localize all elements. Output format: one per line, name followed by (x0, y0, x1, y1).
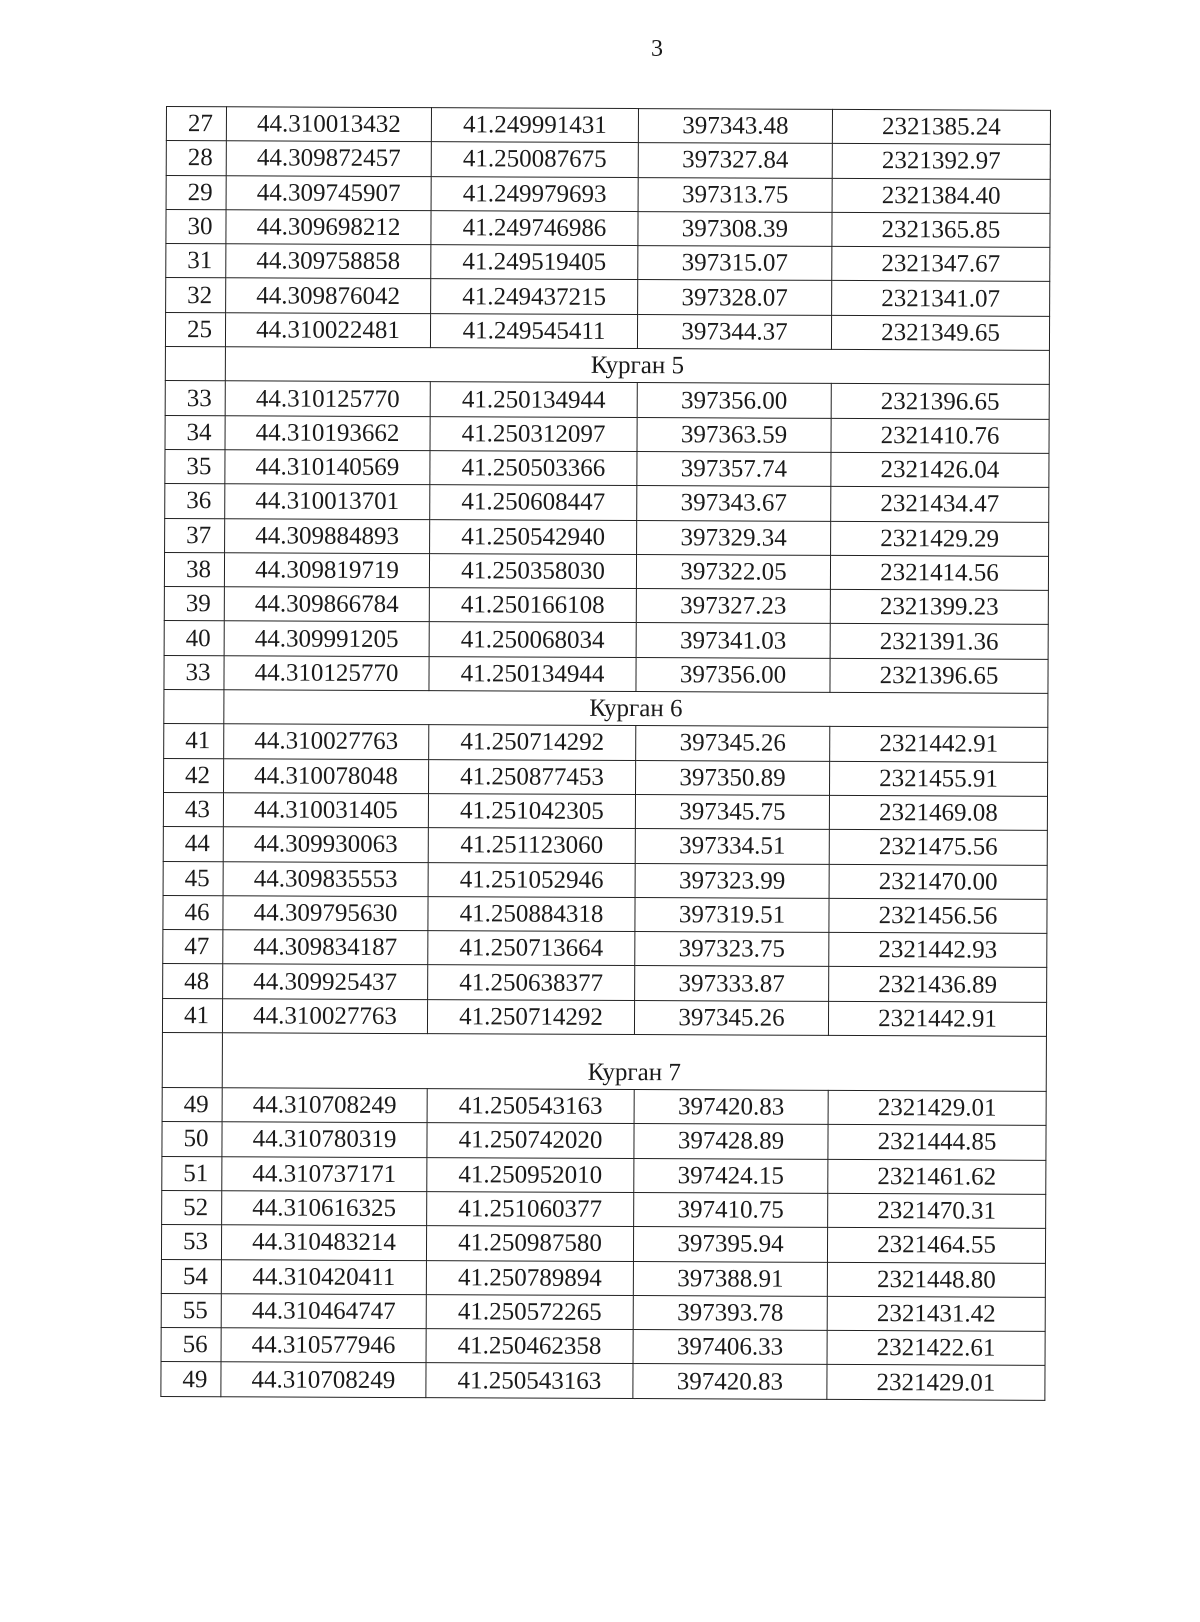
longitude-cell: 41.250134944 (430, 382, 637, 417)
table-row (163, 861, 1047, 899)
table-row (164, 758, 1048, 796)
latitude-cell: 44.309925437 (223, 964, 428, 999)
x-coordinate-cell: 397363.59 (637, 417, 831, 452)
latitude-cell: 44.310420411 (221, 1259, 426, 1294)
x-coordinate-cell: 397357.74 (637, 452, 831, 487)
longitude-cell: 41.250503366 (430, 451, 637, 486)
longitude-cell: 41.249519405 (431, 245, 638, 280)
longitude-cell: 41.250987580 (426, 1226, 633, 1261)
point-number-cell: 41 (164, 724, 224, 759)
y-coordinate-cell: 2321456.56 (829, 898, 1047, 933)
point-number-cell: 36 (165, 484, 225, 519)
table-row (162, 1156, 1046, 1194)
point-number-cell: 54 (161, 1259, 221, 1294)
group-label: Курган 5 (225, 347, 1049, 385)
x-coordinate-cell: 397308.39 (638, 211, 832, 246)
longitude-cell: 41.249437215 (431, 279, 638, 314)
point-number-cell: 42 (164, 758, 224, 793)
latitude-cell: 44.310125770 (224, 656, 429, 691)
latitude-cell: 44.309834187 (223, 930, 428, 965)
y-coordinate-cell: 2321429.01 (827, 1365, 1045, 1400)
y-coordinate-cell: 2321431.42 (827, 1296, 1045, 1331)
longitude-cell: 41.250358030 (429, 554, 636, 589)
longitude-cell: 41.250134944 (429, 656, 636, 691)
x-coordinate-cell: 397322.05 (636, 554, 830, 589)
longitude-cell: 41.251052946 (428, 862, 635, 897)
y-coordinate-cell: 2321365.85 (832, 212, 1050, 247)
y-coordinate-cell: 2321385.24 (832, 109, 1050, 144)
longitude-cell: 41.250608447 (430, 485, 637, 520)
x-coordinate-cell: 397395.94 (633, 1227, 827, 1262)
latitude-cell: 44.310780319 (222, 1122, 427, 1157)
latitude-cell: 44.309872457 (226, 141, 431, 176)
latitude-cell: 44.310464747 (221, 1294, 426, 1329)
table-row (166, 244, 1050, 282)
longitude-cell: 41.250714292 (429, 725, 636, 760)
table-row (166, 209, 1050, 247)
table-row (161, 1225, 1045, 1263)
table-row (166, 141, 1050, 179)
table-row (163, 930, 1047, 968)
longitude-cell: 41.250543163 (426, 1363, 633, 1398)
table-row (165, 415, 1049, 453)
latitude-cell: 44.310577946 (221, 1328, 426, 1363)
y-coordinate-cell: 2321461.62 (828, 1159, 1046, 1194)
y-coordinate-cell: 2321349.65 (831, 315, 1049, 350)
y-coordinate-cell: 2321470.31 (828, 1193, 1046, 1228)
latitude-cell: 44.310708249 (222, 1088, 427, 1123)
x-coordinate-cell: 397313.75 (638, 177, 832, 212)
group-header-row (162, 1033, 1046, 1092)
point-number-cell: 31 (166, 244, 226, 279)
longitude-cell: 41.250877453 (429, 759, 636, 794)
x-coordinate-cell: 397344.37 (637, 314, 831, 349)
x-coordinate-cell: 397323.99 (635, 863, 829, 898)
point-number-cell: 37 (165, 518, 225, 553)
group-empty-cell (165, 347, 225, 382)
y-coordinate-cell: 2321414.56 (830, 555, 1048, 590)
x-coordinate-cell: 397329.34 (637, 520, 831, 555)
latitude-cell: 44.310013701 (225, 484, 430, 519)
table-row (164, 655, 1048, 693)
point-number-cell: 52 (162, 1190, 222, 1225)
point-number-cell: 49 (162, 1088, 222, 1123)
longitude-cell: 41.250714292 (427, 999, 634, 1034)
point-number-cell: 30 (166, 209, 226, 244)
point-number-cell: 29 (166, 175, 226, 210)
x-coordinate-cell: 397420.83 (634, 1090, 828, 1125)
longitude-cell: 41.250789894 (426, 1260, 633, 1295)
y-coordinate-cell: 2321469.08 (829, 795, 1047, 830)
table-row (163, 792, 1047, 830)
table-row (163, 964, 1047, 1002)
latitude-cell: 44.309930063 (223, 827, 428, 862)
latitude-cell: 44.310027763 (222, 998, 427, 1033)
latitude-cell: 44.310483214 (221, 1225, 426, 1260)
latitude-cell: 44.310031405 (223, 793, 428, 828)
table-row (166, 107, 1050, 145)
y-coordinate-cell: 2321429.01 (828, 1090, 1046, 1125)
longitude-cell: 41.250312097 (430, 416, 637, 451)
longitude-cell: 41.250462358 (426, 1329, 633, 1364)
x-coordinate-cell: 397410.75 (634, 1192, 828, 1227)
y-coordinate-cell: 2321396.65 (830, 658, 1048, 693)
x-coordinate-cell: 397334.51 (635, 829, 829, 864)
latitude-cell: 44.310022481 (225, 313, 430, 348)
x-coordinate-cell: 397315.07 (638, 246, 832, 281)
x-coordinate-cell: 397343.67 (637, 486, 831, 521)
table-row (161, 1293, 1045, 1331)
longitude-cell: 41.250166108 (429, 588, 636, 623)
latitude-cell: 44.310125770 (225, 381, 430, 416)
table-row (164, 552, 1048, 590)
x-coordinate-cell: 397323.75 (635, 932, 829, 967)
table-row (165, 381, 1049, 419)
y-coordinate-cell: 2321464.55 (827, 1228, 1045, 1263)
longitude-cell: 41.250713664 (428, 931, 635, 966)
point-number-cell: 45 (163, 861, 223, 896)
y-coordinate-cell: 2321384.40 (832, 178, 1050, 213)
x-coordinate-cell: 397356.00 (636, 657, 830, 692)
point-number-cell: 33 (165, 381, 225, 416)
y-coordinate-cell: 2321455.91 (829, 761, 1047, 796)
x-coordinate-cell: 397327.84 (638, 143, 832, 178)
y-coordinate-cell: 2321341.07 (832, 281, 1050, 316)
table-row (164, 621, 1048, 659)
coordinates-table (160, 106, 1051, 1401)
latitude-cell: 44.310737171 (222, 1156, 427, 1191)
x-coordinate-cell: 397343.48 (638, 109, 832, 144)
y-coordinate-cell: 2321396.65 (831, 384, 1049, 419)
longitude-cell: 41.250884318 (428, 896, 635, 931)
longitude-cell: 41.251060377 (427, 1192, 634, 1227)
table-row (164, 724, 1048, 762)
latitude-cell: 44.309835553 (223, 861, 428, 896)
longitude-cell: 41.249545411 (430, 313, 637, 348)
x-coordinate-cell: 397420.83 (633, 1364, 827, 1399)
latitude-cell: 44.310013432 (226, 107, 431, 142)
x-coordinate-cell: 397341.03 (636, 623, 830, 658)
longitude-cell: 41.250572265 (426, 1294, 633, 1329)
table-row (162, 998, 1046, 1036)
group-header-row (164, 690, 1048, 728)
table-row (162, 1190, 1046, 1228)
y-coordinate-cell: 2321391.36 (830, 624, 1048, 659)
x-coordinate-cell: 397424.15 (634, 1158, 828, 1193)
x-coordinate-cell: 397328.07 (638, 280, 832, 315)
group-label: Курган 6 (224, 690, 1048, 728)
latitude-cell: 44.310027763 (224, 724, 429, 759)
table-row (163, 895, 1047, 933)
group-empty-cell (164, 690, 224, 725)
latitude-cell: 44.310708249 (221, 1362, 426, 1397)
longitude-cell: 41.250952010 (427, 1157, 634, 1192)
x-coordinate-cell: 397388.91 (633, 1261, 827, 1296)
point-number-cell: 56 (161, 1328, 221, 1363)
x-coordinate-cell: 397406.33 (633, 1330, 827, 1365)
point-number-cell: 48 (163, 964, 223, 999)
point-number-cell: 38 (164, 552, 224, 587)
point-number-cell: 27 (166, 107, 226, 142)
latitude-cell: 44.309884893 (225, 518, 430, 553)
latitude-cell: 44.310193662 (225, 415, 430, 450)
longitude-cell: 41.250068034 (429, 622, 636, 657)
longitude-cell: 41.249979693 (431, 176, 638, 211)
table-row (161, 1362, 1045, 1400)
longitude-cell: 41.249746986 (431, 211, 638, 246)
y-coordinate-cell: 2321392.97 (832, 144, 1050, 179)
y-coordinate-cell: 2321442.93 (829, 933, 1047, 968)
y-coordinate-cell: 2321426.04 (831, 452, 1049, 487)
point-number-cell: 49 (161, 1362, 221, 1397)
table-row (164, 587, 1048, 625)
table-row (163, 827, 1047, 865)
point-number-cell: 28 (166, 141, 226, 176)
coordinates-table-body (161, 107, 1051, 1401)
point-number-cell: 40 (164, 621, 224, 656)
longitude-cell: 41.250543163 (427, 1089, 634, 1124)
x-coordinate-cell: 397428.89 (634, 1124, 828, 1159)
point-number-cell: 43 (163, 792, 223, 827)
point-number-cell: 32 (166, 278, 226, 313)
x-coordinate-cell: 397350.89 (636, 760, 830, 795)
latitude-cell: 44.309745907 (226, 175, 431, 210)
x-coordinate-cell: 397333.87 (635, 966, 829, 1001)
x-coordinate-cell: 397319.51 (635, 897, 829, 932)
point-number-cell: 50 (162, 1122, 222, 1157)
point-number-cell: 39 (164, 587, 224, 622)
table-row (161, 1259, 1045, 1297)
x-coordinate-cell: 397327.23 (636, 589, 830, 624)
point-number-cell: 51 (162, 1156, 222, 1191)
y-coordinate-cell: 2321434.47 (831, 487, 1049, 522)
y-coordinate-cell: 2321399.23 (830, 590, 1048, 625)
y-coordinate-cell: 2321436.89 (829, 967, 1047, 1002)
table-row (165, 518, 1049, 556)
longitude-cell: 41.250542940 (430, 519, 637, 554)
point-number-cell: 46 (163, 895, 223, 930)
y-coordinate-cell: 2321470.00 (829, 864, 1047, 899)
table-row (161, 1328, 1045, 1366)
x-coordinate-cell: 397393.78 (633, 1295, 827, 1330)
longitude-cell: 41.250087675 (431, 142, 638, 177)
longitude-cell: 41.250638377 (428, 965, 635, 1000)
y-coordinate-cell: 2321475.56 (829, 830, 1047, 865)
y-coordinate-cell: 2321448.80 (827, 1262, 1045, 1297)
point-number-cell: 55 (161, 1293, 221, 1328)
latitude-cell: 44.309758858 (226, 244, 431, 279)
table-row (162, 1088, 1046, 1126)
group-header-row (165, 347, 1049, 385)
longitude-cell: 41.249991431 (431, 108, 638, 143)
table-row (165, 449, 1049, 487)
longitude-cell: 41.251123060 (428, 828, 635, 863)
point-number-cell: 35 (165, 449, 225, 484)
table-row (166, 278, 1050, 316)
table-row (166, 175, 1050, 213)
point-number-cell: 44 (163, 827, 223, 862)
y-coordinate-cell: 2321442.91 (830, 727, 1048, 762)
x-coordinate-cell: 397345.26 (636, 726, 830, 761)
point-number-cell: 34 (165, 415, 225, 450)
latitude-cell: 44.310616325 (222, 1191, 427, 1226)
point-number-cell: 47 (163, 930, 223, 965)
page-number: 3 (651, 36, 663, 62)
latitude-cell: 44.309866784 (224, 587, 429, 622)
latitude-cell: 44.309795630 (223, 896, 428, 931)
y-coordinate-cell: 2321422.61 (827, 1330, 1045, 1365)
longitude-cell: 41.251042305 (428, 794, 635, 829)
latitude-cell: 44.310140569 (225, 450, 430, 485)
point-number-cell: 41 (162, 998, 222, 1033)
y-coordinate-cell: 2321429.29 (831, 521, 1049, 556)
point-number-cell: 53 (161, 1225, 221, 1260)
table-row (165, 312, 1049, 350)
latitude-cell: 44.309991205 (224, 621, 429, 656)
group-label: Курган 7 (222, 1033, 1046, 1092)
latitude-cell: 44.310078048 (224, 758, 429, 793)
point-number-cell: 33 (164, 655, 224, 690)
x-coordinate-cell: 397345.75 (635, 794, 829, 829)
table-row (162, 1122, 1046, 1160)
x-coordinate-cell: 397345.26 (634, 1000, 828, 1035)
x-coordinate-cell: 397356.00 (637, 383, 831, 418)
group-empty-cell (162, 1033, 222, 1088)
latitude-cell: 44.309819719 (224, 553, 429, 588)
y-coordinate-cell: 2321410.76 (831, 418, 1049, 453)
longitude-cell: 41.250742020 (427, 1123, 634, 1158)
y-coordinate-cell: 2321347.67 (832, 247, 1050, 282)
latitude-cell: 44.309698212 (226, 210, 431, 245)
point-number-cell: 25 (165, 312, 225, 347)
y-coordinate-cell: 2321444.85 (828, 1125, 1046, 1160)
latitude-cell: 44.309876042 (226, 278, 431, 313)
table-row (165, 484, 1049, 522)
y-coordinate-cell: 2321442.91 (828, 1001, 1046, 1036)
